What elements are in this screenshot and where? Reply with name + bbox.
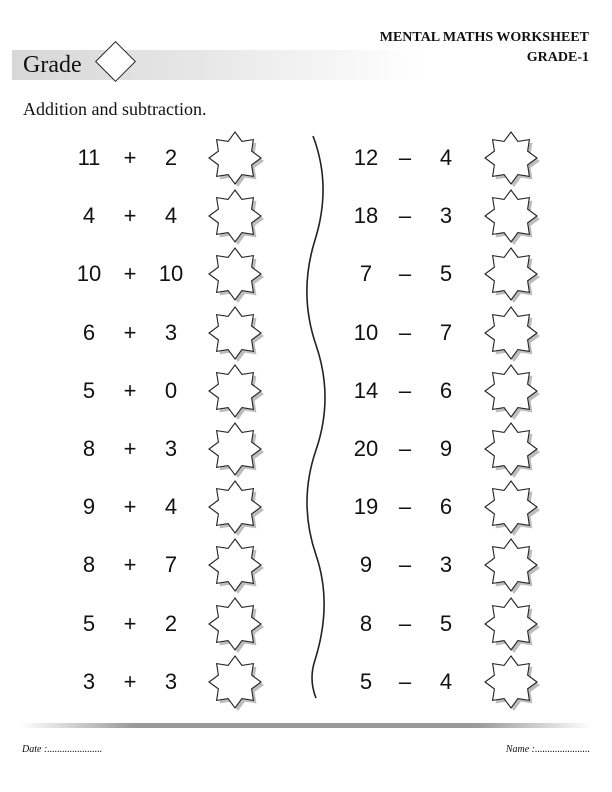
addition-operator: + <box>123 261 137 287</box>
subtraction-operand-a: 9 <box>359 552 373 578</box>
addition-operand-b: 3 <box>164 668 178 694</box>
answer-star-icon[interactable] <box>206 536 264 594</box>
addition-operand-a: 9 <box>82 494 96 520</box>
answer-star-icon[interactable] <box>206 653 264 711</box>
addition-operand-b: 3 <box>164 319 178 345</box>
addition-operand-a: 4 <box>82 203 96 229</box>
answer-star-icon[interactable] <box>206 304 264 362</box>
subtraction-operator: – <box>398 436 412 461</box>
addition-operator: + <box>123 377 137 403</box>
subtraction-operand-a: 10 <box>353 319 379 345</box>
addition-operand-a: 10 <box>76 261 102 287</box>
subtraction-operator: – <box>398 319 412 345</box>
addition-operand-b: 7 <box>164 552 178 578</box>
subtraction-operator: – <box>398 552 412 578</box>
subtraction-operand-a: 14 <box>353 377 379 403</box>
answer-star-icon[interactable] <box>206 478 264 536</box>
addition-operator: + <box>123 552 137 578</box>
answer-star-icon[interactable] <box>206 187 264 245</box>
subtraction-operator: – <box>398 494 412 520</box>
subtraction-operand-b: 5 <box>439 610 453 636</box>
addition-operator: + <box>123 319 137 345</box>
addition-operand-b: 0 <box>164 377 178 403</box>
addition-operator: + <box>123 668 137 694</box>
answer-star-icon[interactable] <box>482 362 540 420</box>
addition-operand-b: 2 <box>164 145 178 170</box>
subtraction-operand-b: 3 <box>439 552 453 578</box>
subtraction-operand-b: 4 <box>439 668 453 694</box>
subtraction-operand-b: 4 <box>439 145 453 170</box>
bottom-rule <box>20 723 592 728</box>
answer-star-icon[interactable] <box>482 420 540 478</box>
subtraction-operand-b: 9 <box>439 436 453 461</box>
answer-star-icon[interactable] <box>482 129 540 187</box>
subtraction-operand-a: 5 <box>359 668 373 694</box>
subtraction-operand-b: 6 <box>439 494 453 520</box>
subtraction-operand-a: 20 <box>353 436 379 461</box>
answer-star-icon[interactable] <box>206 420 264 478</box>
answer-star-icon[interactable] <box>482 245 540 303</box>
addition-operand-b: 2 <box>164 610 178 636</box>
addition-operand-a: 5 <box>82 377 96 403</box>
subtraction-operand-a: 12 <box>353 145 379 170</box>
subtraction-operator: – <box>398 203 412 229</box>
instructions: Addition and subtraction. <box>23 99 207 119</box>
answer-star-icon[interactable] <box>206 245 264 303</box>
addition-operand-b: 3 <box>164 436 178 461</box>
grade-level: GRADE-1 <box>526 50 589 65</box>
worksheet-title: MENTAL MATHS WORKSHEET <box>379 30 589 45</box>
addition-operator: + <box>123 494 137 520</box>
addition-operand-a: 11 <box>77 145 101 170</box>
addition-operand-a: 8 <box>82 436 96 461</box>
subtraction-operand-b: 3 <box>439 203 453 229</box>
addition-operator: + <box>123 203 137 229</box>
answer-star-icon[interactable] <box>482 478 540 536</box>
addition-operand-b: 4 <box>164 494 178 520</box>
addition-operand-b: 4 <box>164 203 178 229</box>
addition-operator: + <box>123 436 137 461</box>
answer-star-icon[interactable] <box>206 595 264 653</box>
subtraction-operand-a: 18 <box>353 203 379 229</box>
name-field[interactable]: Name :...................... <box>505 744 590 755</box>
answer-star-icon[interactable] <box>482 595 540 653</box>
subtraction-operand-b: 7 <box>439 319 453 345</box>
subtraction-operand-b: 5 <box>439 261 453 287</box>
addition-operand-a: 8 <box>82 552 96 578</box>
date-field[interactable]: Date :...................... <box>22 744 103 755</box>
answer-star-icon[interactable] <box>482 187 540 245</box>
subtraction-operand-b: 6 <box>439 377 453 403</box>
addition-operand-a: 3 <box>82 668 96 694</box>
subtraction-operator: – <box>398 610 412 636</box>
addition-operator: + <box>123 610 137 636</box>
answer-star-icon[interactable] <box>482 536 540 594</box>
answer-star-icon[interactable] <box>206 129 264 187</box>
answer-star-icon[interactable] <box>482 304 540 362</box>
answer-star-icon[interactable] <box>482 653 540 711</box>
subtraction-operator: – <box>398 668 412 694</box>
subtraction-operator: – <box>398 377 412 403</box>
addition-operand-b: 10 <box>158 261 184 287</box>
answer-star-icon[interactable] <box>206 362 264 420</box>
subtraction-operator: – <box>398 261 412 287</box>
subtraction-operand-a: 7 <box>359 261 373 287</box>
subtraction-operand-a: 19 <box>353 494 379 520</box>
addition-operator: + <box>123 145 137 170</box>
addition-operand-a: 6 <box>82 319 96 345</box>
subtraction-operand-a: 8 <box>359 610 373 636</box>
subtraction-operator: – <box>398 145 412 170</box>
addition-operand-a: 5 <box>82 610 96 636</box>
grade-label: Grade <box>23 52 82 78</box>
